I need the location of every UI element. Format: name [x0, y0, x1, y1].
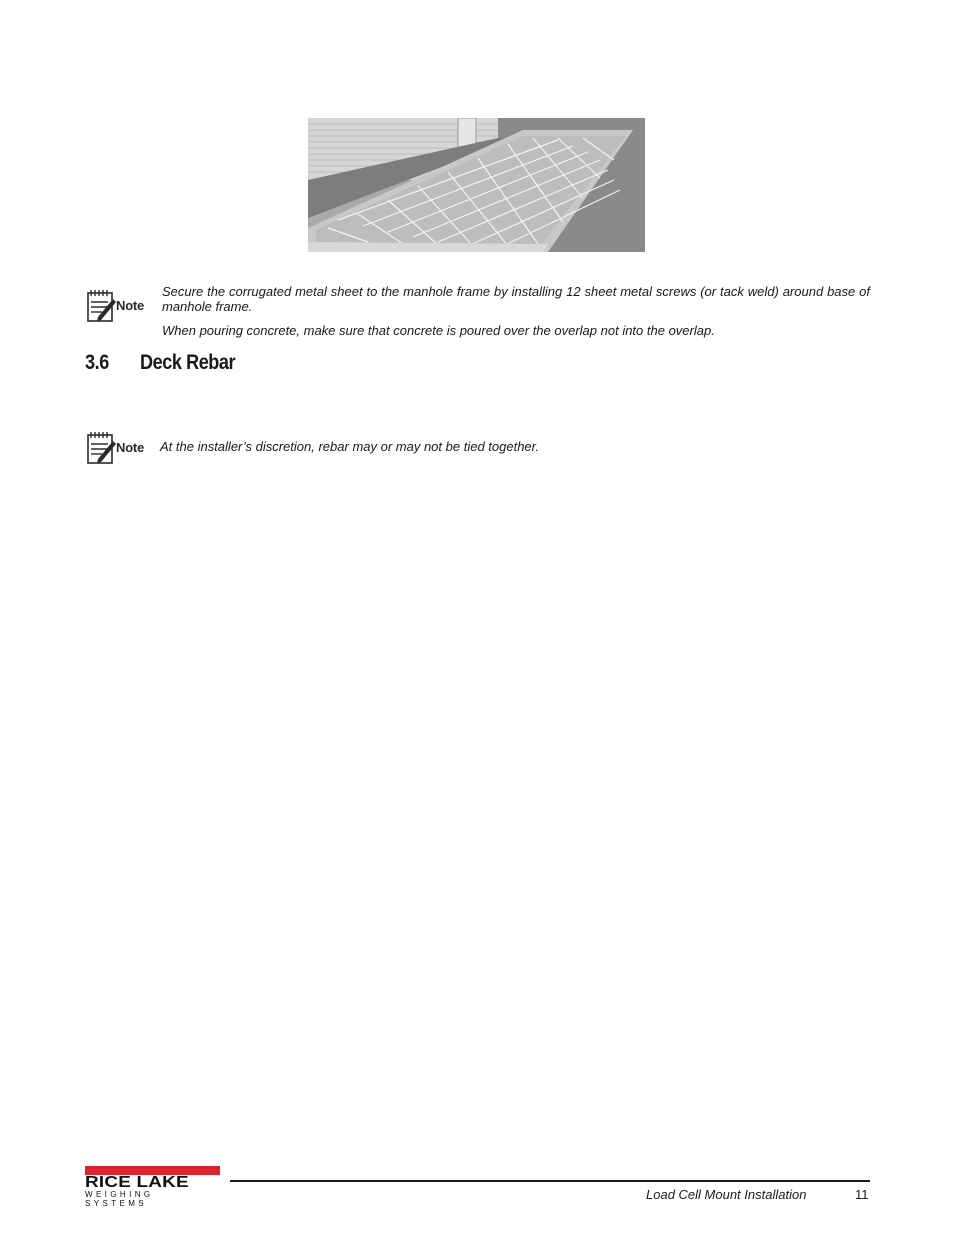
- footer-rule: [230, 1180, 870, 1182]
- note-icon-1: [86, 289, 152, 325]
- note-text: When pouring concrete, make sure that concrete is poured over the overlap not into the overlap.: [162, 323, 715, 338]
- note-label: Note: [116, 440, 145, 455]
- page-number: 11: [855, 1187, 869, 1202]
- note-icon-2: [86, 431, 152, 467]
- section-number: 3.6: [85, 351, 109, 374]
- section-title: Deck Rebar: [140, 351, 236, 374]
- notepad-icon: [86, 289, 116, 323]
- section-heading: [85, 351, 235, 381]
- note-text: Secure the corrugated metal sheet to the manhole frame by installing 12 sheet metal screws (or tack weld) around base of manhole frame.: [162, 284, 870, 314]
- note-label: Note: [116, 298, 145, 313]
- note-text: At the installer’s discretion, rebar may or may not be tied together.: [160, 439, 540, 454]
- rebar-photo-image: [308, 118, 645, 252]
- logo-wordmark: RICE LAKE: [85, 1174, 189, 1191]
- notepad-icon: [86, 431, 116, 465]
- logo-tagline: WEIGHING SYSTEMS: [85, 1190, 154, 1208]
- rebar-photo: [308, 118, 645, 252]
- footer-doc-title: Load Cell Mount Installation: [646, 1187, 807, 1202]
- rice-lake-logo: [85, 1166, 221, 1208]
